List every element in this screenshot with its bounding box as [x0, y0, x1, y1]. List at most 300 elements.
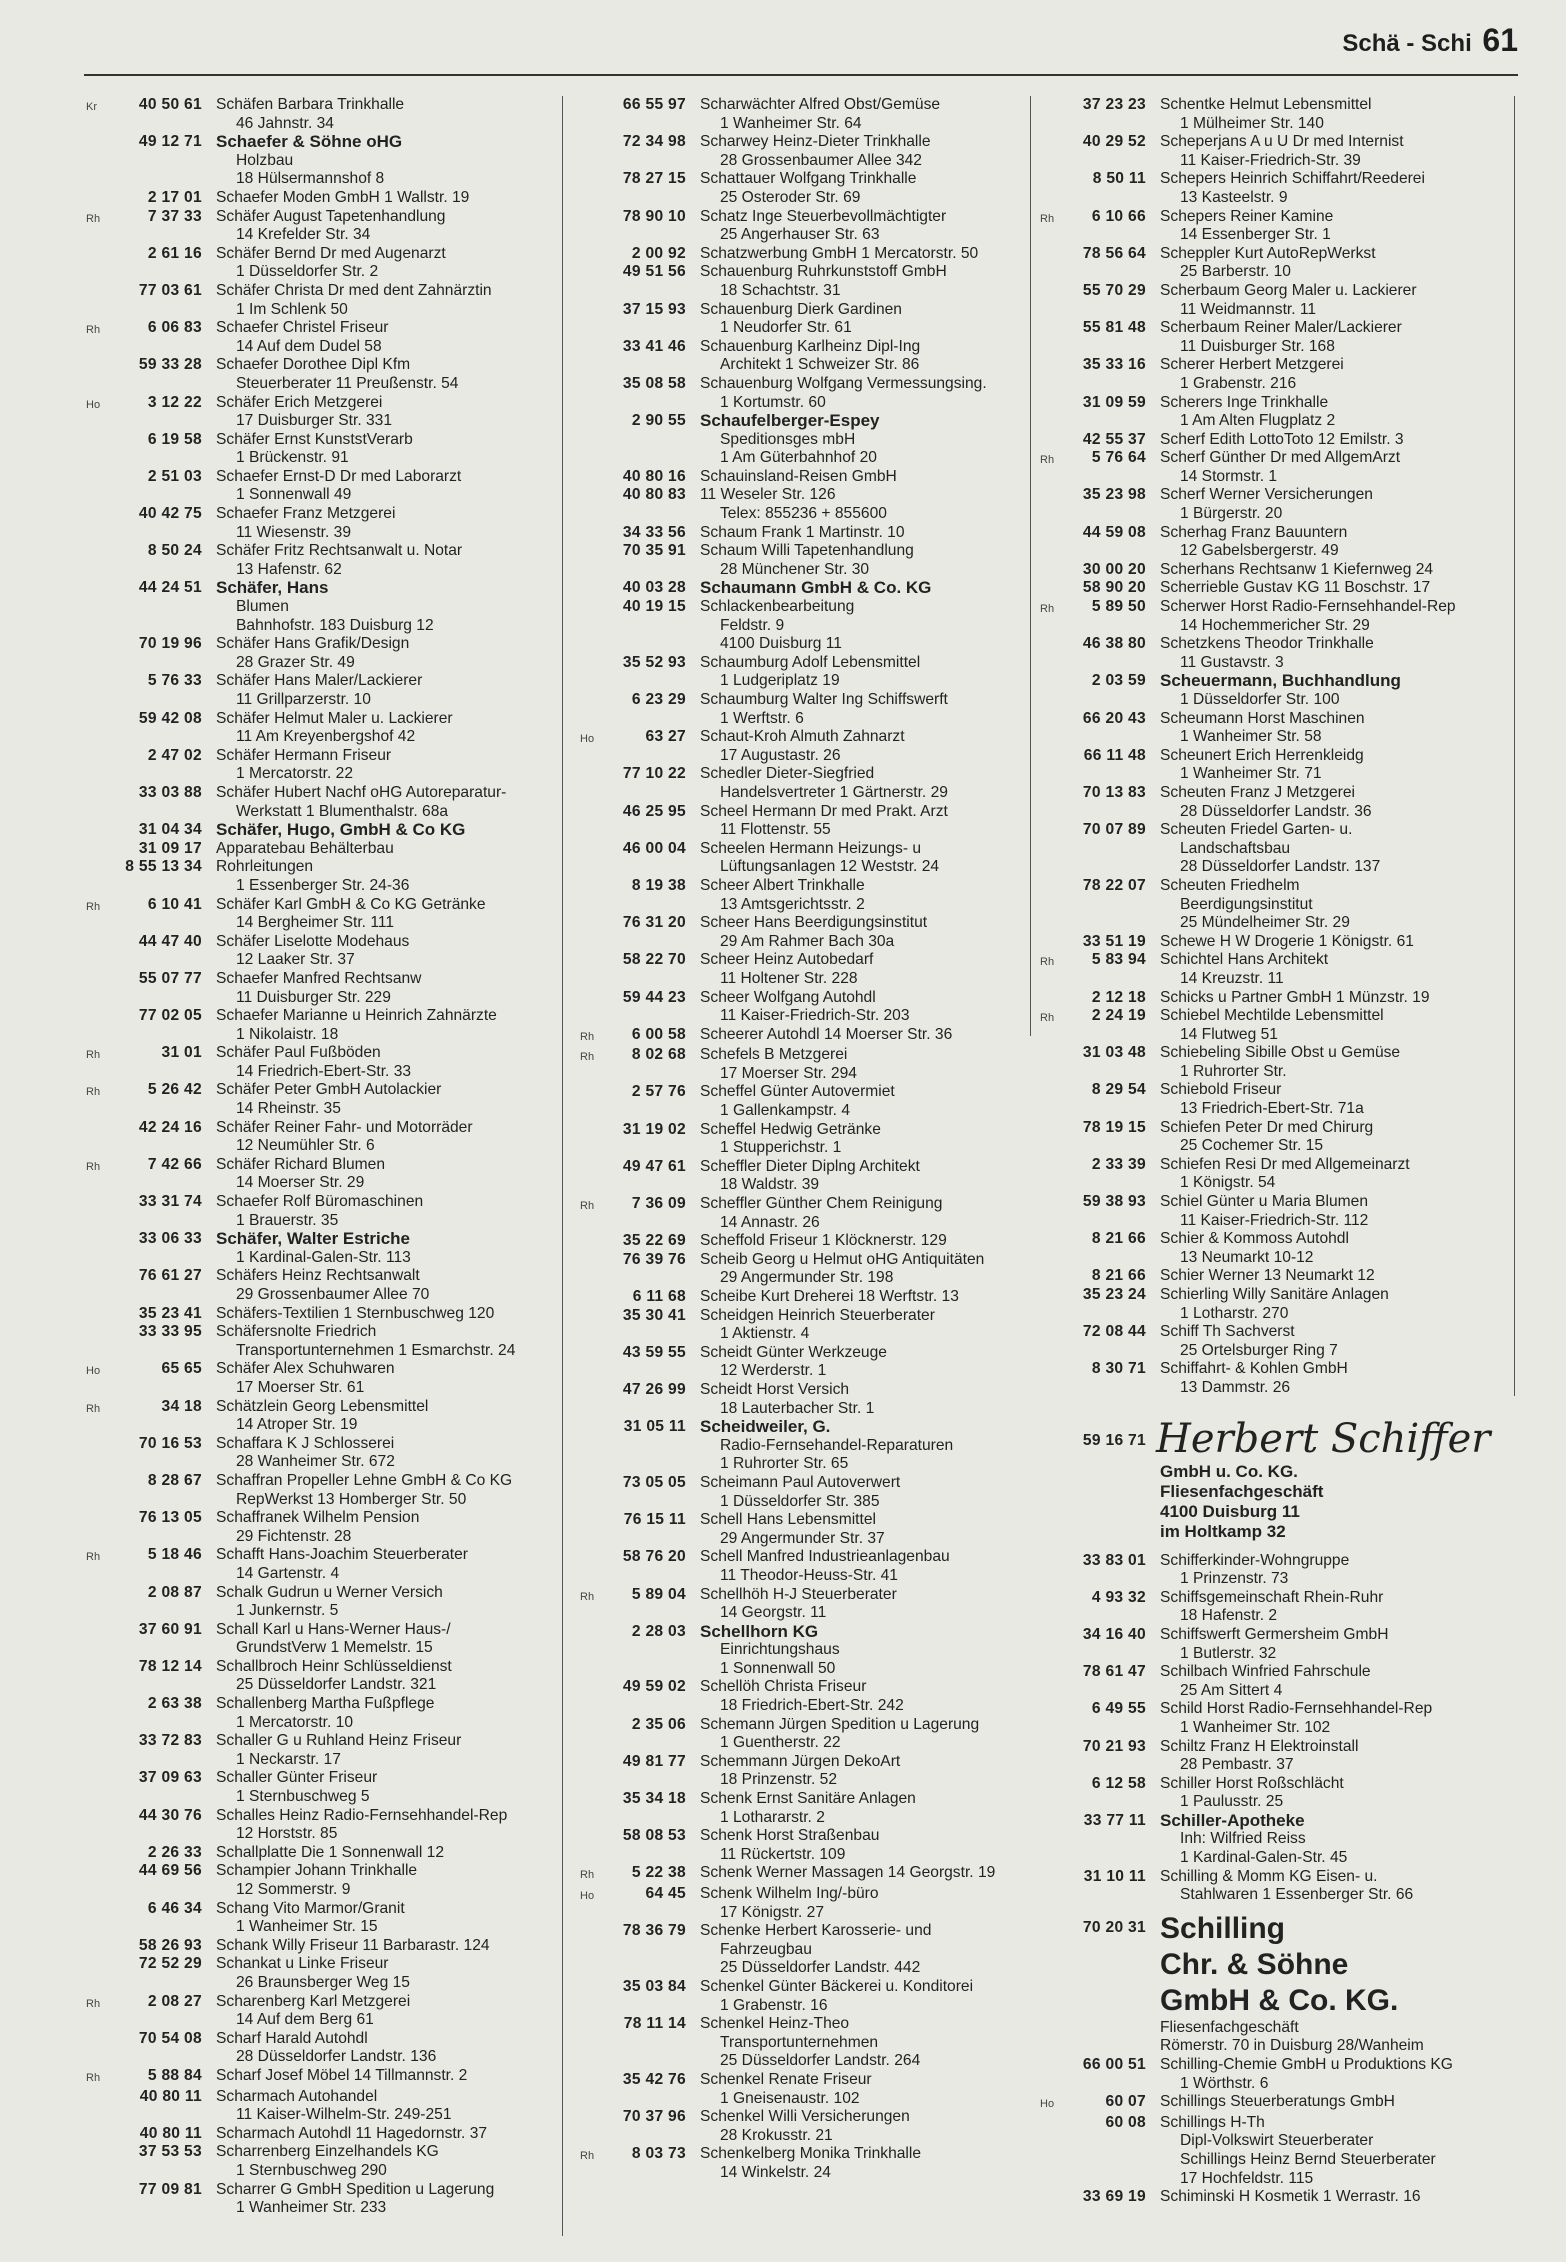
entry-name: Schaefer Moden GmbH 1 Wallstr. 19 [216, 188, 470, 206]
entry-phone: 58 76 20 [622, 1548, 686, 1566]
entry-detail: Architekt 1 Schweizer Str. 86 [720, 356, 920, 374]
entry-name: Schauenburg Ruhrkunststoff GmbH [700, 263, 947, 281]
directory-entry [580, 1716, 1025, 1753]
entry-detail: 1 Ludgeriplatz 19 [720, 672, 840, 690]
entry-detail: 11 Wiesenstr. 39 [236, 523, 351, 541]
page-number: 61 [1482, 22, 1518, 58]
entry-detail: 17 Duisburger Str. 331 [236, 412, 393, 430]
directory-entry [580, 1885, 1025, 1922]
directory-entry [580, 1307, 1025, 1344]
entry-location [580, 654, 598, 691]
entry-name: Schenk Wilhelm Ing/-büro [700, 1885, 879, 1902]
entry-name: Schalles Heinz Radio-Fernsehhandel-Rep [216, 1806, 508, 1824]
entry-phone: 2 57 76 [631, 1083, 686, 1101]
entry-name: Schauenburg Dierk Gardinen [700, 300, 902, 318]
entry-location [580, 208, 598, 245]
entry-location [86, 1862, 110, 1899]
entry-name: Schallplatte Die 1 Sonnenwall 12 [216, 1843, 444, 1861]
directory-entry [86, 1844, 556, 1863]
directory-entry [580, 542, 1025, 579]
entry-location: Rh [86, 1160, 101, 1173]
entry-name: Schäfer, Hans [216, 578, 329, 598]
entry-phone: 35 34 18 [622, 1790, 686, 1808]
entry-location: Ho [580, 1890, 595, 1902]
entry-name: Schewe H W Drogerie 1 Königstr. 61 [1160, 932, 1414, 950]
entry-phone: 55 70 29 [1082, 281, 1146, 299]
directory-entry [580, 1623, 1025, 1679]
entry-location [86, 933, 110, 970]
entry-name: Schall Karl u Hans-Werner Haus-/ [216, 1620, 451, 1638]
entry-detail: 13 Neumarkt 10-12 [1180, 1248, 1314, 1266]
directory-entry [86, 431, 556, 468]
entry-detail: 1 Neudorfer Str. 61 [720, 319, 852, 337]
entry-phone: 78 90 10 [622, 207, 686, 225]
directory-entry [86, 821, 556, 840]
entry-location [1040, 1044, 1058, 1081]
entry-name: Scheppler Kurt AutoRepWerkst [1160, 244, 1376, 262]
entry-name: Schiltz Franz H Elektroinstall [1160, 1737, 1359, 1755]
entry-phone: 5 89 50 [1091, 598, 1146, 616]
entry-phone: 31 04 34 [138, 821, 202, 839]
directory-entry [86, 1769, 556, 1806]
entry-name: Scharmach Autohdl 11 Hagedornstr. 37 [216, 2124, 488, 2142]
entry-detail: RepWerkst 13 Homberger Str. 50 [236, 1490, 467, 1508]
entry-name: Scheibe Kurt Dreherei 18 Werftstr. 13 [700, 1288, 959, 1305]
entry-location [580, 1678, 598, 1715]
entry-phone: 2 17 01 [147, 188, 202, 206]
entry-location [1040, 1812, 1058, 1868]
directory-entry [1040, 486, 1520, 523]
entry-name: Schaefer Rolf Büromaschinen [216, 1193, 424, 1211]
entry-name: Schiffswerft Germersheim GmbH [1160, 1625, 1389, 1643]
entry-phone: 78 56 64 [1082, 244, 1146, 262]
entry-detail: 1 Lotharstr. 270 [1180, 1304, 1289, 1322]
entry-phone: 5 83 94 [1091, 951, 1146, 969]
entry-name: Schätzlein Georg Lebensmittel [216, 1397, 429, 1415]
ad-schilling [1040, 1911, 1520, 2056]
entry-phone: 7 36 09 [631, 1195, 686, 1213]
entry-detail: 29 Grossenbaumer Allee 70 [236, 1286, 430, 1303]
entry-detail: 14 Essenberger Str. 1 [1180, 226, 1331, 244]
directory-entry [1040, 672, 1520, 709]
directory-entry [1040, 1663, 1520, 1700]
entry-detail: 1 Ruhrorter Str. 65 [720, 1455, 849, 1473]
directory-entry [1040, 1081, 1520, 1118]
entry-phone: 33 72 83 [138, 1732, 202, 1750]
entry-phone: 40 03 28 [622, 579, 686, 597]
directory-entry [86, 1900, 556, 1937]
entry-location: Rh [1040, 1012, 1055, 1025]
entry-detail: 18 Schachtstr. 31 [720, 281, 841, 299]
entry-phone: 55 81 48 [1082, 319, 1146, 337]
entry-name: Schellhöh H-J Steuerberater [700, 1585, 897, 1603]
entry-detail: Landschaftsbau [1180, 839, 1291, 857]
directory-entry [86, 468, 556, 505]
entry-location: Kr [86, 101, 97, 113]
directory-entry [86, 1230, 556, 1267]
entry-detail: 13 Friedrich-Ebert-Str. 71a [1180, 1100, 1364, 1118]
entry-location [86, 710, 110, 747]
entry-location [580, 2015, 598, 2071]
directory-entry [1040, 821, 1520, 877]
entry-phone: 2 00 92 [631, 244, 686, 262]
entry-detail: 26 Braunsberger Weg 15 [236, 1973, 410, 1991]
entry-phone: 5 89 04 [631, 1585, 686, 1603]
entry-name: Scherrieble Gustav KG 11 Boschstr. 17 [1160, 579, 1431, 597]
directory-entry [580, 1344, 1025, 1381]
entry-name: Schaefer Dorothee Dipl Kfm [216, 356, 411, 374]
entry-phone: 76 61 27 [138, 1267, 202, 1285]
entry-location [1040, 933, 1058, 952]
entry-name: Schauenburg Karlheinz Dipl-Ing [700, 337, 921, 355]
directory-entry [580, 2071, 1025, 2108]
directory-entry [86, 1435, 556, 1472]
directory-entry [86, 1398, 556, 1435]
directory-entry [580, 1827, 1025, 1864]
directory-entry [580, 1474, 1025, 1511]
entry-phone: 66 55 97 [622, 96, 686, 113]
entry-detail: 29 Angermunder Str. 37 [720, 1529, 885, 1547]
entry-detail: Handelsvertreter 1 Gärtnerstr. 29 [720, 783, 948, 801]
entry-phone: 44 30 76 [138, 1806, 202, 1824]
entry-detail: 28 Münchener Str. 30 [720, 560, 870, 578]
entry-location [1040, 821, 1058, 877]
entry-detail: 11 Kaiser-Friedrich-Str. 112 [1180, 1211, 1369, 1229]
entry-detail: 1 Gallenkampstr. 4 [720, 1102, 851, 1120]
entry-location [1040, 486, 1058, 523]
entry-detail: 14 Krefelder Str. 34 [236, 226, 371, 244]
entry-phone: 34 16 40 [1082, 1625, 1146, 1643]
directory-entry [86, 933, 556, 970]
entry-location [580, 1753, 598, 1790]
entry-phone: 31 19 02 [622, 1120, 686, 1138]
entry-detail: 14 Winkelstr. 24 [720, 2163, 831, 2181]
entry-location [1040, 1193, 1058, 1230]
entry-name: Schafft Hans-Joachim Steuerberater [216, 1546, 468, 1564]
ad-big-line: Chr. & Söhne [1160, 1947, 1349, 1981]
entry-phone: 34 18 [161, 1397, 202, 1415]
entry-phone: 37 53 53 [138, 2143, 202, 2161]
entry-location [86, 1267, 110, 1304]
entry-location: Rh [86, 1402, 101, 1415]
entry-detail: Holzbau [236, 151, 294, 169]
entry-location [86, 2143, 110, 2180]
entry-detail: 12 Horststr. 85 [236, 1825, 338, 1843]
entry-phone: 42 55 37 [1082, 430, 1146, 448]
directory-entry [1040, 170, 1520, 207]
entry-phone: 2 12 18 [1091, 988, 1146, 1006]
entry-phone: 59 44 23 [622, 988, 686, 1006]
entry-phone: 6 23 29 [631, 691, 686, 708]
page-header [1342, 22, 1518, 59]
entry-detail: 12 Laaker Str. 37 [236, 951, 355, 969]
entry-detail: 13 Kasteelstr. 9 [1180, 188, 1288, 206]
directory-entry [580, 208, 1025, 245]
directory-entry [580, 1046, 1025, 1083]
entry-phone: 35 52 93 [622, 653, 686, 671]
entry-phone: 35 03 84 [622, 1977, 686, 1995]
entry-phone: 66 20 43 [1082, 709, 1146, 727]
entry-name: Schaut-Kroh Almuth Zahnarzt [700, 728, 905, 746]
entry-location [86, 133, 110, 189]
entry-location [86, 1769, 110, 1806]
directory-entry [580, 1922, 1025, 1978]
entry-name: Scherf Günther Dr med AllgemArzt [1160, 449, 1401, 467]
entry-name: Schefels B Metzgerei [700, 1046, 848, 1064]
entry-phone: 76 15 11 [623, 1511, 686, 1529]
entry-phone: 31 09 17 [138, 839, 202, 857]
directory-entry [580, 654, 1025, 691]
entry-phone: 37 60 91 [138, 1620, 202, 1638]
column-divider-2 [1030, 96, 1031, 1036]
entry-detail: 1 Butlerstr. 32 [1180, 1644, 1277, 1662]
entry-phone: 6 11 68 [632, 1288, 686, 1305]
entry-phone: 60 08 [1105, 2113, 1146, 2131]
directory-entry [1040, 1360, 1520, 1397]
entry-phone: 70 07 89 [1082, 821, 1146, 839]
entry-name: Schiebeling Sibille Obst u Gemüse [1160, 1044, 1401, 1062]
directory-entry [580, 133, 1025, 170]
entry-phone: 78 22 07 [1082, 876, 1146, 894]
entry-name: Schenkel Willi Versicherungen [700, 2108, 910, 2126]
entry-name: Schäfen Barbara Trinkhalle [216, 96, 405, 113]
entry-name: Schiefen Resi Dr med Allgemeinarzt [1160, 1155, 1410, 1173]
entry-detail: Speditionsges mbH [720, 430, 856, 448]
entry-location: Rh [1040, 603, 1055, 616]
directory-entry [580, 1026, 1025, 1047]
entry-phone: 2 47 02 [147, 746, 202, 764]
entry-detail: 11 Weidmannstr. 11 [1180, 300, 1317, 318]
entry-phone: 72 08 44 [1082, 1323, 1146, 1341]
entry-name: Scharrer G GmbH Spedition u Lagerung [216, 2180, 495, 2198]
directory-entry [86, 840, 556, 859]
entry-detail: 1 Am Güterbahnhof 20 [720, 449, 877, 467]
entry-name: Schicks u Partner GmbH 1 Münzstr. 19 [1160, 988, 1430, 1006]
entry-location [86, 1937, 110, 1956]
directory-entry [86, 2125, 556, 2144]
entry-location [1040, 96, 1058, 133]
entry-location [580, 1922, 598, 1978]
entry-detail: 17 Moerser Str. 294 [720, 1064, 857, 1082]
directory-entry [1040, 1193, 1520, 1230]
entry-phone: 37 09 63 [138, 1769, 202, 1787]
entry-name: Schilling & Momm KG Eisen- u. [1160, 1867, 1378, 1885]
entry-phone: 58 08 53 [622, 1827, 686, 1845]
entry-name: Scheerer Autohdl 14 Moerser Str. 36 [700, 1025, 953, 1043]
entry-detail: 17 Augustastr. 26 [720, 746, 841, 764]
directory-entry [86, 2030, 556, 2067]
entry-location: Ho [86, 398, 101, 411]
entry-detail: 1 Ruhrorter Str. [1180, 1062, 1287, 1080]
entry-phone: 33 33 95 [138, 1323, 202, 1341]
entry-detail: 28 Grossenbaumer Allee 342 [720, 151, 922, 169]
entry-name: Scheer Albert Trinkhalle [700, 876, 865, 894]
entry-detail: 1 Kardinal-Galen-Str. 113 [236, 1248, 411, 1266]
directory-entry [580, 1511, 1025, 1548]
entry-name: Schenke Herbert Karosserie- und [700, 1922, 932, 1940]
entry-name: Schäfer Erich Metzgerei [216, 393, 383, 411]
entry-location: Rh [86, 1086, 101, 1099]
entry-location [580, 1083, 598, 1120]
directory-entry [580, 1978, 1025, 2015]
entry-phone: 33 31 74 [138, 1193, 202, 1211]
entry-detail: 12 Werderstr. 1 [720, 1362, 827, 1380]
entry-detail: 17 Königstr. 27 [720, 1903, 825, 1921]
entry-phone: 40 29 52 [1082, 133, 1146, 151]
directory-entry [1040, 710, 1520, 747]
entry-location [580, 542, 598, 579]
directory-entry [1040, 1119, 1520, 1156]
entry-phone: 5 26 42 [147, 1081, 202, 1099]
entry-phone: 2 61 16 [147, 244, 202, 262]
entry-name: Schalk Gudrun u Werner Versich [216, 1583, 443, 1601]
directory-entry [1040, 431, 1520, 450]
entry-phone: 49 59 02 [622, 1678, 686, 1696]
entry-phone: 8 19 38 [631, 876, 686, 894]
entry-location [580, 486, 598, 523]
directory-entry [1040, 1868, 1520, 1905]
directory-entry [86, 1937, 556, 1956]
entry-name: Scharmach Autohandel [216, 2087, 378, 2105]
entry-name: Schemmann Jürgen DekoArt [700, 1752, 901, 1770]
entry-detail: 25 Ortelsburger Ring 7 [1180, 1341, 1338, 1359]
directory-entry [580, 598, 1025, 654]
entry-name: Schäfer Richard Blumen [216, 1155, 386, 1173]
entry-phone: 49 12 71 [138, 133, 202, 151]
entry-location [86, 282, 110, 319]
directory-entry [86, 1695, 556, 1732]
ad-logo-script: Herbert Schiffer [1156, 1415, 1491, 1462]
entry-name: Scharwächter Alfred Obst/Gemüse [700, 96, 941, 113]
entry-phone: 78 11 14 [623, 2015, 686, 2033]
directory-entry [580, 1418, 1025, 1474]
entry-phone: 2 51 03 [147, 467, 202, 485]
entry-phone: 70 21 93 [1082, 1737, 1146, 1755]
entry-detail: 1 Mercatorstr. 22 [236, 765, 353, 783]
entry-phone: 72 34 98 [622, 133, 686, 151]
entry-phone: 6 06 83 [147, 319, 202, 337]
entry-phone: 31 01 [161, 1044, 202, 1062]
directory-entry [1040, 951, 1520, 988]
directory-entry [86, 394, 556, 431]
entry-detail: 14 Auf dem Dudel 58 [236, 337, 382, 355]
entry-name: Scheidt Günter Werkzeuge [700, 1343, 887, 1361]
entry-name: Schiebel Mechtilde Lebensmittel [1160, 1007, 1384, 1025]
entry-detail: 1 Wanheimer Str. 71 [1180, 765, 1322, 783]
entry-location [1040, 1119, 1058, 1156]
entry-name: 11 Weseler Str. 126 [700, 486, 836, 504]
directory-entry [86, 2181, 556, 2218]
entry-detail: 14 Moerser Str. 29 [236, 1174, 365, 1192]
directory-entry [580, 840, 1025, 877]
entry-phone: 8 21 66 [1091, 1267, 1146, 1285]
entry-name: Schäfer Hubert Nachf oHG Autoreparatur- [216, 783, 507, 801]
directory-entry [86, 1267, 556, 1304]
entry-location [580, 951, 598, 988]
entry-phone: 49 47 61 [622, 1157, 686, 1175]
entry-name: Schepers Heinrich Schiffahrt/Reederei [1160, 170, 1425, 188]
entry-detail: 28 Krokusstr. 21 [720, 2126, 833, 2144]
entry-phone: 59 16 71 [1082, 1431, 1146, 1449]
entry-location [86, 1472, 110, 1509]
entry-phone: 6 19 58 [147, 430, 202, 448]
entry-name: Scherers Inge Trinkhalle [1160, 393, 1329, 411]
entry-location [1040, 672, 1058, 709]
entry-detail: 11 Grillparzerstr. 10 [236, 691, 371, 708]
entry-location [580, 1121, 598, 1158]
entry-location [86, 2030, 110, 2067]
entry-location [1040, 1156, 1058, 1193]
entry-detail: 1 Wanheimer Str. 15 [236, 1918, 378, 1936]
directory-entry [580, 375, 1025, 412]
entry-name: Scheffel Günter Autovermiet [700, 1083, 895, 1101]
directory-entry [580, 951, 1025, 988]
entry-phone: 43 59 55 [622, 1343, 686, 1361]
directory-entry [86, 1156, 556, 1193]
entry-phone: 46 25 95 [622, 802, 686, 820]
entry-detail: 25 Barberstr. 10 [1180, 263, 1291, 281]
entry-phone: 2 08 87 [147, 1583, 202, 1601]
directory-entry [1040, 933, 1520, 952]
entry-detail: 1 Düsseldorfer Str. 2 [236, 263, 379, 281]
entry-location [1040, 1230, 1058, 1267]
entry-name: Schaufelberger-Espey [700, 411, 880, 431]
entry-phone: 6 12 58 [1091, 1774, 1146, 1792]
entry-name: Schaefer Manfred Rechtsanw [216, 969, 422, 987]
directory-entry [580, 914, 1025, 951]
directory-entry [580, 765, 1025, 802]
directory-entry [580, 1232, 1025, 1251]
entry-location [1040, 394, 1058, 431]
ad-line: GmbH u. Co. KG. [1160, 1461, 1298, 1481]
entry-location [580, 877, 598, 914]
entry-phone: 49 51 56 [622, 263, 686, 281]
entry-name: Scharrenberg Einzelhandels KG [216, 2143, 439, 2161]
entry-name: Schilbach Winfried Fahrschule [1160, 1663, 1371, 1681]
entry-name: Schaffranek Wilhelm Pension [216, 1509, 420, 1527]
entry-detail: 1 Wörthstr. 6 [1180, 2074, 1269, 2092]
directory-entry [86, 542, 556, 579]
entry-phone: 6 10 66 [1091, 207, 1146, 225]
entry-name: Schiel Günter u Maria Blumen [1160, 1193, 1369, 1211]
entry-name: Schäfersnolte Friedrich [216, 1323, 377, 1341]
entry-name: Schäfer Hans Grafik/Design [216, 635, 410, 653]
entry-detail: Lüftungsanlagen 12 Weststr. 24 [720, 858, 940, 876]
directory-entry [86, 1007, 556, 1044]
directory-entry [86, 672, 556, 709]
entry-location [1040, 635, 1058, 672]
entry-location [580, 803, 598, 840]
entry-name: Scheffler Günther Chem Reinigung [700, 1195, 943, 1213]
entry-detail: 1 Neckarstr. 17 [236, 1750, 341, 1768]
entry-name: Schillings Steuerberatungs GmbH [1160, 2093, 1395, 2111]
entry-phone: 8 03 73 [631, 2145, 686, 2163]
directory-entry [580, 301, 1025, 338]
entry-detail: 11 Gustavstr. 3 [1180, 653, 1284, 671]
directory-entry [580, 989, 1025, 1026]
entry-location [1040, 356, 1058, 393]
entry-detail: 1 Kortumstr. 60 [720, 393, 826, 411]
entry-detail: 1 Sonnenwall 50 [720, 1659, 836, 1677]
directory-entry [1040, 2114, 1520, 2188]
entry-name: Schaefer Ernst-D Dr med Laborarzt [216, 467, 462, 485]
entry-location [1040, 747, 1058, 784]
directory-entry [580, 1864, 1025, 1885]
entry-detail: Werkstatt 1 Blumenthalstr. 68a [236, 802, 449, 820]
directory-entry [86, 1546, 556, 1583]
entry-location [580, 96, 598, 133]
entry-location [86, 189, 110, 208]
